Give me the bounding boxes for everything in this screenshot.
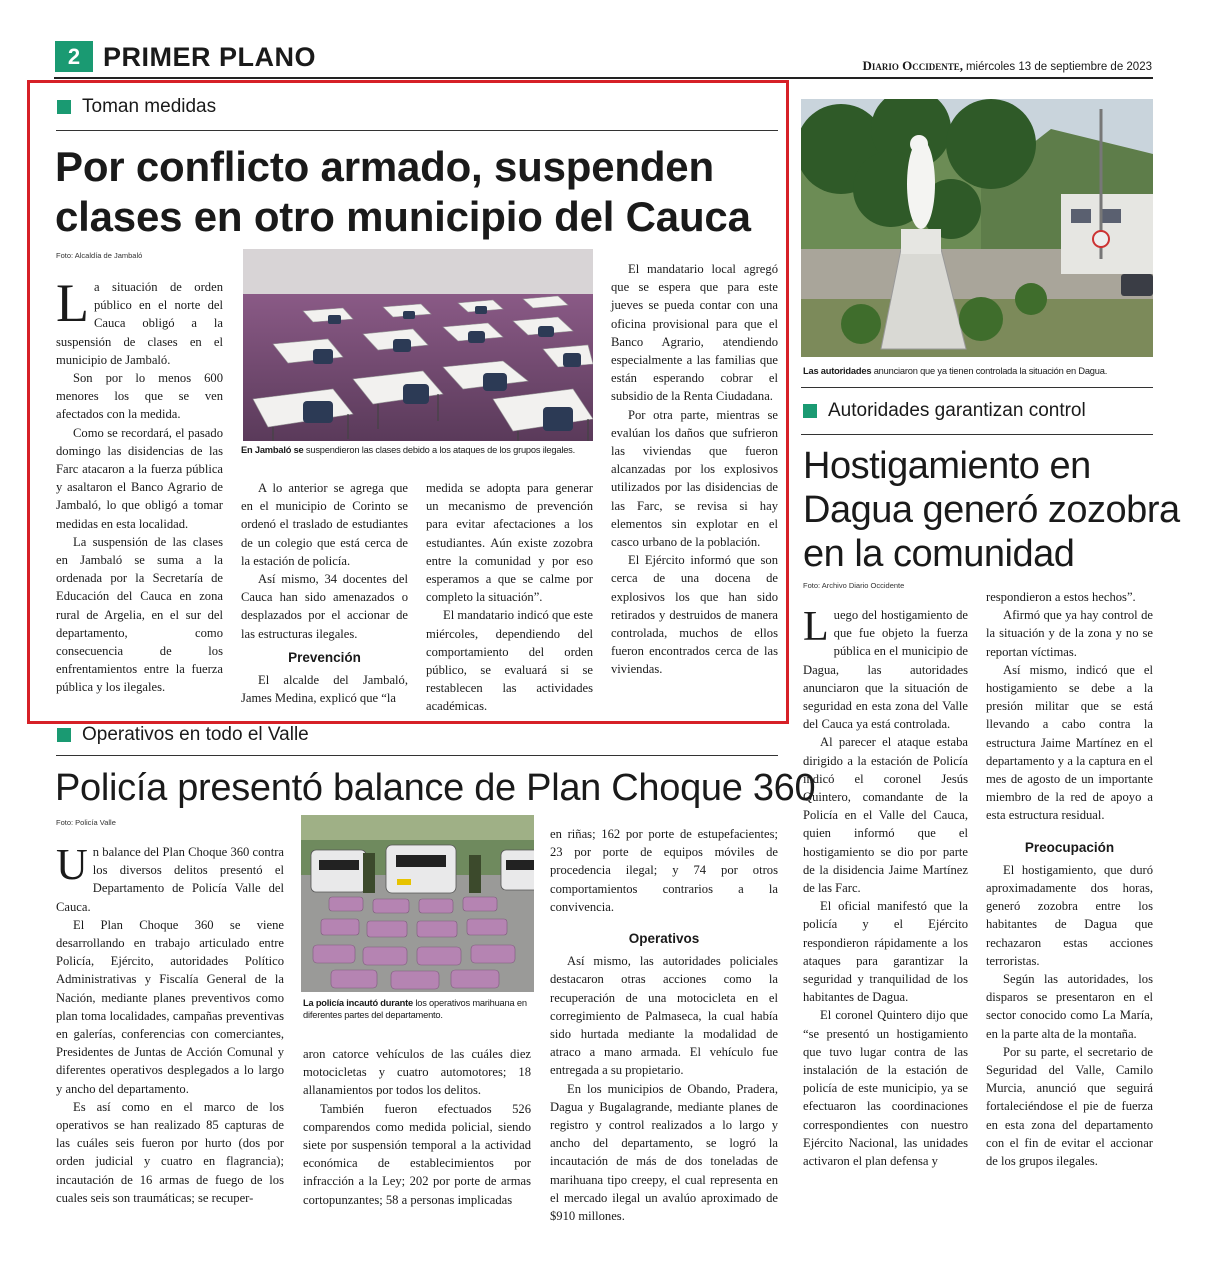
article2-col1 [56, 840, 284, 1207]
police-photo [301, 815, 534, 992]
paragraph: Al parecer el ataque estaba dirigido a la estación de Policía indicó el coronel Jesús Quintero, comandante de la Policía en el Valle del Cauca, quien informó que el hostigamiento se dio por parte de la disidencia Jaime Martínez de las Farc. [803, 735, 968, 896]
paragraph: Así mismo, las autoridades policiales destacaron otras acciones como la recuperación de una motocicleta en el corregimiento de Palmaseca, la cual había sido hurtada mediante la modalidad de atraco a mano armada. El vehículo fue entregada a su propietario. [550, 954, 778, 1078]
article2-caption [303, 997, 535, 1021]
page-number: 2 [67, 44, 81, 69]
paragraph: Es así como en el marco de los operativos se han realizado 85 capturas de las cuáles seis fueron por hurto (dos por orden judicial y cuatro en flagrancia); incautación de 16 armas de fuego de los cuales seis son traumáticas; se recuper- [56, 1099, 284, 1205]
paragraph: Así mismo, indicó que el hostigamiento se debe a la presión militar que se está llevando a cabo contra la estructura Jaime Martínez en el departamento y a la captura en el mes de agosto de un importante miembro de la red de apoyo a esta estructura residual. [986, 662, 1153, 823]
article1-col4 [611, 260, 778, 679]
kicker-rule [56, 130, 778, 131]
kicker-square [57, 728, 71, 742]
paragraph: a situación de orden público en el norte del Cauca obligó a la suspensión de clases en el municipio de Jambaló. [56, 280, 223, 367]
headline-line: Por conflicto armado, suspenden [55, 143, 714, 190]
paragraph: Son por lo menos 600 menores los que se ven afectados con la medida. [56, 371, 223, 422]
article1-col1 [56, 273, 223, 697]
paragraph: respondieron a estos hechos”. [986, 590, 1136, 604]
paragraph: Como se recordará, el pasado domingo las disidencias de las Farc atacaron a la fuerza pública y asaltaron el Banco Agrario de Jambaló, lo que obligó a tomar medidas en esta localidad. [56, 425, 223, 531]
article2-kicker [57, 724, 309, 746]
article1-col2 [241, 479, 408, 707]
paragraph: medida se adopta para generar un mecanismo de prevención para evitar afectaciones a los estudiantes. Aún existe zozobra entre la comunidad y por eso esperamos a que se calme por completo la situación”. [426, 481, 593, 605]
article2-col3 [550, 825, 778, 1225]
masthead-date [862, 58, 1152, 74]
paragraph: El alcalde del Jambaló, James Medina, explicó que “la [241, 673, 408, 706]
paragraph: aron catorce vehículos de las cuáles diez motocicletas y cuatro automotores; 18 allanamientos por todos los delitos. [303, 1047, 531, 1098]
paragraph: en riñas; 162 por porte de estupefacientes; 23 por porte de equipos móviles de procedencia ilegal; y 74 por otros comportamientos contrarios a la convivencia. [550, 827, 778, 914]
masthead: Diario Occidente, [862, 58, 963, 73]
article3-kicker [803, 400, 1086, 422]
kicker-text: Toman medidas [82, 96, 217, 117]
page-number-badge [55, 41, 93, 72]
header-rule [54, 77, 1153, 79]
classroom-image [243, 249, 593, 441]
article3-col1 [803, 606, 968, 1170]
paragraph: En los municipios de Obando, Pradera, Dagua y Bugalagrande, mediante planes de registro y control realizados a lo largo y ancho del departamento, se logró la incautación de más de dos toneladas de marihuana tipo creepy, el cual representa en el mercado ilegal un avalúo aproximado de $910 millones. [550, 1081, 778, 1224]
kicker-rule [801, 434, 1153, 435]
subhead-operativos: Operativos [628, 931, 700, 947]
kicker-square [57, 100, 71, 114]
paragraph: El Plan Choque 360 se viene desarrollando en trabajo articulado entre Policía, Ejército, autoridades Político Administrativas y Fiscalía General de la Nación, mediante planes preventivos como plan toma localidades, campañas preventivas en galerías, conferencias con comerciantes, Presidentes de Juntas de Acción Comunal y diferentes operativos desplegados a lo largo y ancho del departamento. [56, 917, 284, 1096]
paragraph: El mandatario local agregó que se espera que para este jueves se pueda contar con una oficina provisional para que el Banco Agrario, atendiendo especialmente a las familias que están esperando cobrar el subsidio de la Renta Ciudadana. [611, 262, 778, 404]
paragraph: Afirmó que ya hay control de la situación y de la zona y no se reportan víctimas. [986, 608, 1153, 659]
paragraph: Por su parte, el secretario de Seguridad del Valle, Camilo Murcia, anunció que seguirá fortaleciéndose el pie de fuerza en esta zona del departamento con el fin de evitar el accionar de los grupos ilegales. [986, 1044, 1153, 1169]
kicker-rule [56, 755, 778, 756]
caption-text: los operativos marihuana en diferentes partes del departamento. [303, 998, 527, 1020]
article1-caption [241, 444, 601, 456]
paragraph: El mandatario indicó que este miércoles, dependiendo del comportamiento del orden público, se evaluará si se restablecen las actividades académicas. [426, 608, 593, 714]
police-image [301, 815, 534, 992]
paragraph: n balance del Plan Choque 360 contra los diversos delitos presentó el Departamento de Policía Valle del Cauca. [56, 845, 284, 914]
headline-line: Hostigamiento en [803, 445, 1091, 487]
drop-cap: U [56, 840, 88, 889]
paragraph: El hostigamiento, que duró aproximadamente dos horas, generó zozobra entre los habitantes de Dagua que rechazaron estas acciones terroristas. [986, 862, 1153, 968]
separator-rule [801, 387, 1153, 388]
paragraph: Según las autoridades, los disparos se presentaron en el sector conocido como La María, en la parte alta de la montaña. [986, 972, 1153, 1041]
dagua-image [801, 99, 1153, 357]
article3-col2 [986, 588, 1153, 1170]
drop-cap: L [803, 604, 829, 650]
date: miércoles 13 de septiembre de 2023 [965, 61, 1152, 73]
caption-text: suspendieron las clases debido a los ataques de los grupos ilegales. [305, 445, 576, 455]
article1-col3 [426, 479, 593, 716]
caption-text: anunciaron que ya tienen controlada la situación en Dagua. [873, 366, 1108, 376]
paragraph: El coronel Quintero dijo que “se presentó un hostigamiento que tuvo lugar contra de las instalación de la estación de policía de este municipio, ya se efectuaron las coordinaciones correspondientes con nuestro Ejército Nacional, las unidades activaron el plan defensa y [803, 1008, 968, 1169]
section-title: PRIMER PLANO [103, 42, 317, 72]
article3-headline [803, 444, 1180, 576]
kicker-text: Operativos en todo el Valle [82, 724, 309, 745]
classroom-photo [243, 249, 593, 441]
paragraph: A lo anterior se agrega que en el municipio de Corinto se ordenó el traslado de estudiantes de un colegio que está cerca de la estación de policía. [241, 481, 408, 568]
caption-bold: La policía incautó durante [303, 998, 413, 1008]
article1-headline [55, 142, 751, 242]
paragraph: El oficial manifestó que la policía y el Ejército respondieron rápidamente a los ataques para garantizar la seguridad y tranquilidad de los habitantes de Dagua. [803, 899, 968, 1005]
photo-credit: Foto: Policía Valle [56, 818, 116, 827]
subhead-prevencion: Prevención [288, 649, 361, 665]
caption-bold: En Jambaló se [241, 445, 304, 455]
article2-col2 [303, 1045, 531, 1209]
paragraph: También fueron efectuados 526 comparendos como medida policial, siendo siete por suspensión temporal a la actividad económica de establecimientos por infracción a la Ley; 202 por porte de armas cortopunzantes; 58 a personas implicadas [303, 1101, 531, 1207]
dagua-photo [801, 99, 1153, 357]
caption-bold: Las autoridades [803, 366, 872, 376]
article3-caption [803, 365, 1153, 377]
headline-line: Dagua generó zozobra [803, 489, 1180, 531]
headline-line: en la comunidad [803, 533, 1075, 575]
article2-headline: Policía presentó balance de Plan Choque 360 [55, 767, 816, 809]
kicker-square [803, 404, 817, 418]
paragraph: La suspensión de las clases en Jambaló se suma a la ordenada por la Secretaría de Educación del Cauca en zona rural de Argelia, en el sur del departamento, como consecuencia de los enfrentamientos entre la fuerza pública y los ilegales. [56, 534, 223, 695]
subhead-preocupacion: Preocupación [1024, 839, 1115, 855]
drop-cap: L [56, 273, 89, 333]
paragraph: Por otra parte, mientras se evalúan los daños que sufrieron las viviendas que fueron alcanzadas por los explosivos utilizados por las disidencias de las Farc, se revisa si hay elementos sin explotar en el casco urbano de la población. [611, 407, 778, 550]
paragraph: uego del hostigamiento de que fue objeto la fuerza pública en el municipio de Dagua, las autoridades anunciaron que la situación de seguridad en esta zona del Valle del Cauca ya está controlada. [803, 608, 968, 732]
headline-line: clases en otro municipio del Cauca [55, 193, 751, 240]
kicker-text: Autoridades garantizan control [828, 400, 1086, 421]
photo-credit: Foto: Archivo Diario Occidente [803, 581, 905, 590]
paragraph: El Ejército informó que son cerca de una docena de explosivos los que han sido retirados y destruidos de manera controlada, muchos de ellos fueron encontrados cerca de las viviendas. [611, 553, 778, 677]
photo-credit: Foto: Alcaldía de Jambaló [56, 251, 143, 260]
paragraph: Así mismo, 34 docentes del Cauca han sido amenazados o desplazados por el accionar de las estructuras ilegales. [241, 572, 408, 641]
article1-kicker [57, 96, 216, 118]
